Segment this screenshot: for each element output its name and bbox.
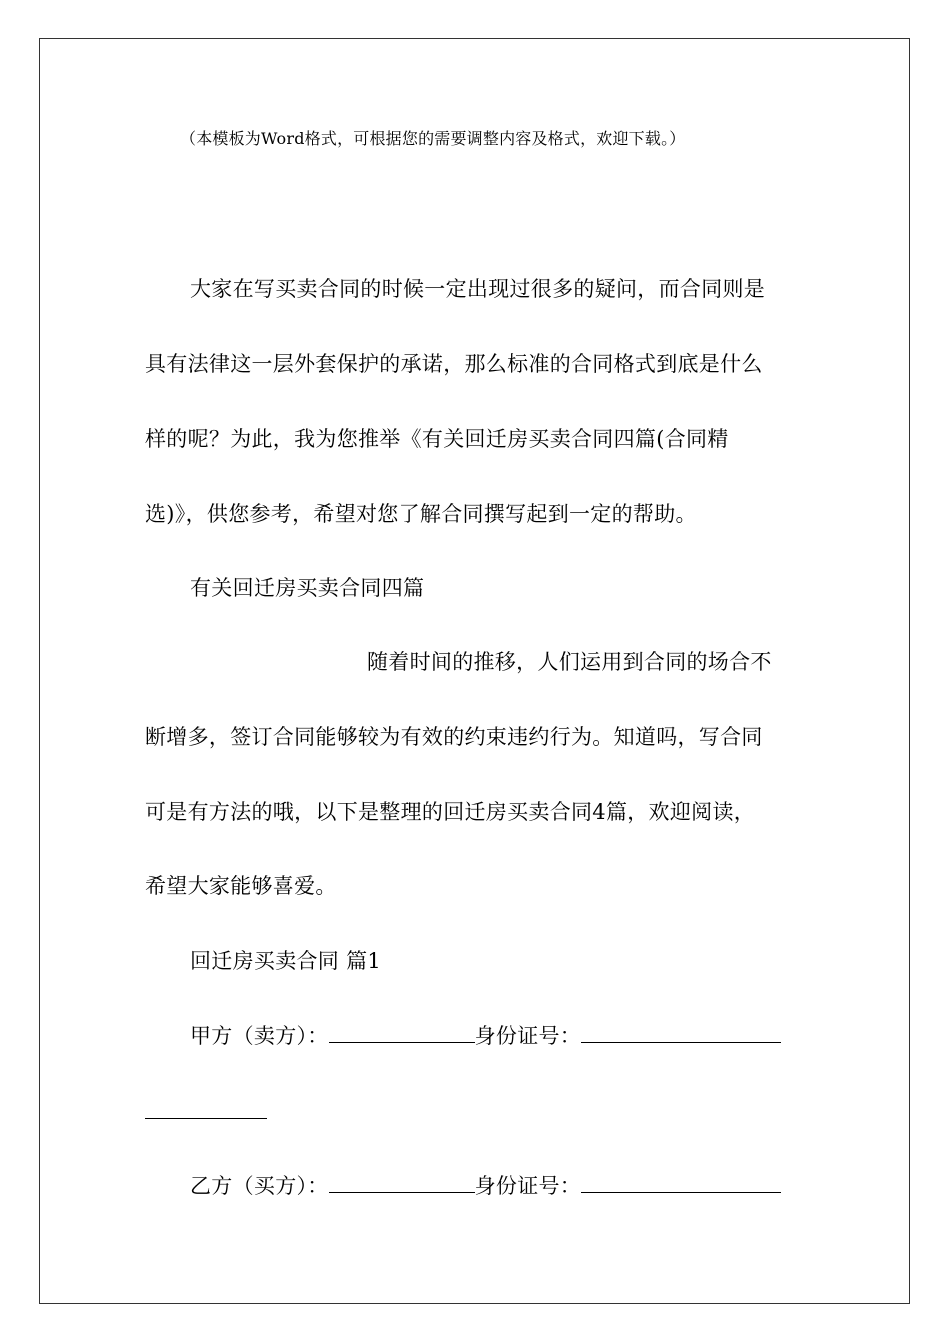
- intro-line-3: 样的呢？为此，我为您推举《有关回迁房买卖合同四篇(合同精: [145, 427, 729, 451]
- party-a-label: 甲方（卖方）：: [190, 1024, 329, 1048]
- party-b-name-blank[interactable]: [329, 1174, 475, 1193]
- party-a-name-blank[interactable]: [329, 1024, 475, 1043]
- preface-line-2: 断增多，签订合同能够较为有效的约束违约行为。知道吗，写合同: [145, 725, 763, 749]
- section-title: 回迁房买卖合同 篇1: [190, 949, 382, 973]
- intro-line-4: 选)》，供您参考，希望对您了解合同撰写起到一定的帮助。: [145, 502, 697, 526]
- document-title: 有关回迁房买卖合同四篇: [190, 576, 425, 600]
- preface-line-1: 随着时间的推移，人们运用到合同的场合不: [367, 650, 772, 674]
- party-b-id-blank[interactable]: [581, 1174, 781, 1193]
- party-b-row: [190, 1172, 781, 1200]
- party-a-id-blank[interactable]: [581, 1024, 781, 1043]
- party-a-row: [190, 1022, 781, 1050]
- party-b-label: 乙方（买方）：: [190, 1174, 329, 1198]
- preface-line-3: 可是有方法的哦，以下是整理的回迁房买卖合同4篇，欢迎阅读，: [145, 800, 756, 824]
- party-b-id-label: 身份证号：: [474, 1174, 582, 1198]
- preface-line-4: 希望大家能够喜爱。: [145, 874, 337, 898]
- party-a-id-label: 身份证号：: [474, 1024, 582, 1048]
- intro-line-1: 大家在写买卖合同的时候一定出现过很多的疑问，而合同则是: [190, 277, 766, 301]
- intro-line-2: 具有法律这一层外套保护的承诺，那么标准的合同格式到底是什么: [145, 352, 763, 376]
- template-note: （本模板为Word格式，可根据您的需要调整内容及格式，欢迎下载。）: [180, 129, 686, 148]
- party-a-id-blank-continued[interactable]: [145, 1117, 267, 1119]
